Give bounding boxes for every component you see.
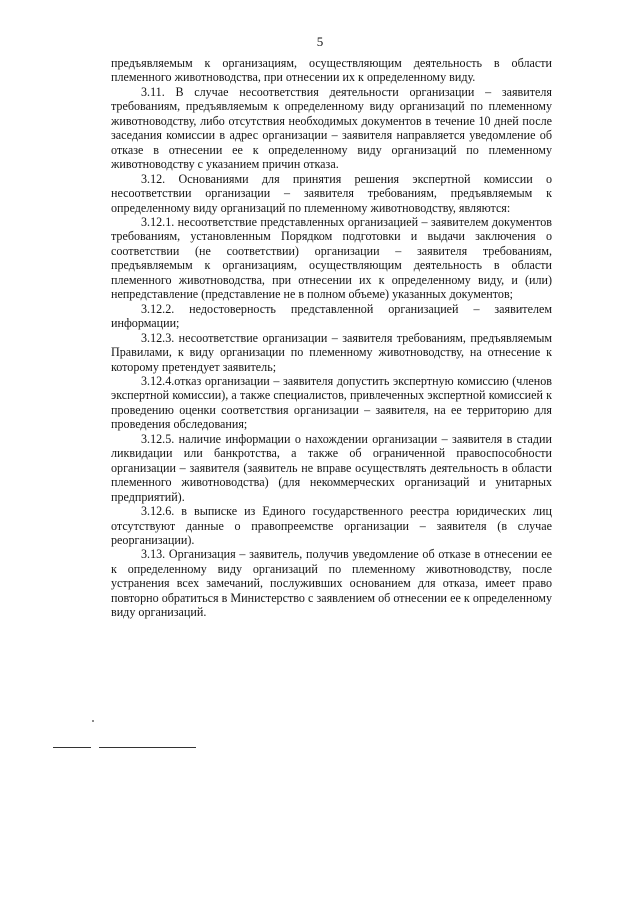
document-body: [111, 56, 552, 620]
paragraph-3-12-3: 3.12.3. несоответствие организации – заявителя требованиям, предъявляемым Правилами, к виду организации по племенному животноводству, на отнесение к которому претендует заявитель;: [111, 330, 552, 374]
paragraph-3-12: 3.12. Основаниями для принятия решения экспертной комиссии о несоответствии организации – заявителя требованиям, предъявляемым к определенному виду организаций по племенному животноводству, являются:: [111, 171, 552, 215]
paragraph-3-12-5: 3.12.5. наличие информации о нахождении организации – заявителя в стадии ликвидации или банкротства, а также об ограниченной правоспособности организации – заявителя (заявитель не вправе осуществлять деятельность в области племенного животноводства) (для некоммерческих организаций и унитарных предприятий).: [111, 431, 552, 504]
paragraph-3-12-4: 3.12.4.отказ организации – заявителя допустить экспертную комиссию (членов экспертной комиссии), а также специалистов, привлеченных экспертной комиссией к проведению оценки соответствия организации – заявителя, на ее территорию для проведения обследования;: [111, 373, 552, 432]
paragraph-3-13: 3.13. Организация – заявитель, получив уведомление об отказе в отнесении ее к определенному виду организаций по племенному животноводству, после устранения всех замечаний, послуживших основанием для отказа, имеет право повторно обратиться в Министерство с заявлением об отнесении ее к определенному виду организаций.: [111, 547, 552, 620]
scan-speck: [92, 720, 94, 722]
paragraph-3-12-6: 3.12.6. в выписке из Единого государственного реестра юридических лиц отсутствуют данные о правопреемстве организации – заявителя (в случае реорганизации).: [111, 504, 552, 547]
footnote-separator-line: [53, 747, 196, 748]
paragraph-continuation: предъявляемым к организациям, осуществляющим деятельность в области племенного животноводства, при отнесении их к определенному виду.: [111, 56, 552, 85]
paragraph-3-12-2: 3.12.2. недостоверность представленной организацией – заявителем информации;: [111, 301, 552, 331]
paragraph-3-11: 3.11. В случае несоответствия деятельности организации – заявителя требованиям, предъявляемым к определенному виду организаций по племенному животноводству, либо отсутствия необходимых документов в течение 10 дней после заседания комиссии в адрес организации – заявителя направляется уведомление об отказе в отнесении ее к определенному виду организаций по племенному животноводству с указанием причин отказа.: [111, 84, 552, 172]
paragraph-3-12-1: 3.12.1. несоответствие представленных организацией – заявителем документов требованиям, установленным Порядком подготовки и выдачи заключения о соответствии (не соответствии) организации – заявителя требованиям, предъявляемым к организациям, осуществляющим деятельность в области племенного животноводства, при отнесении их к определенному виду, и (или) непредставление (представление не в полном объеме) указанных документов;: [111, 214, 552, 302]
page-number: 5: [316, 34, 324, 49]
